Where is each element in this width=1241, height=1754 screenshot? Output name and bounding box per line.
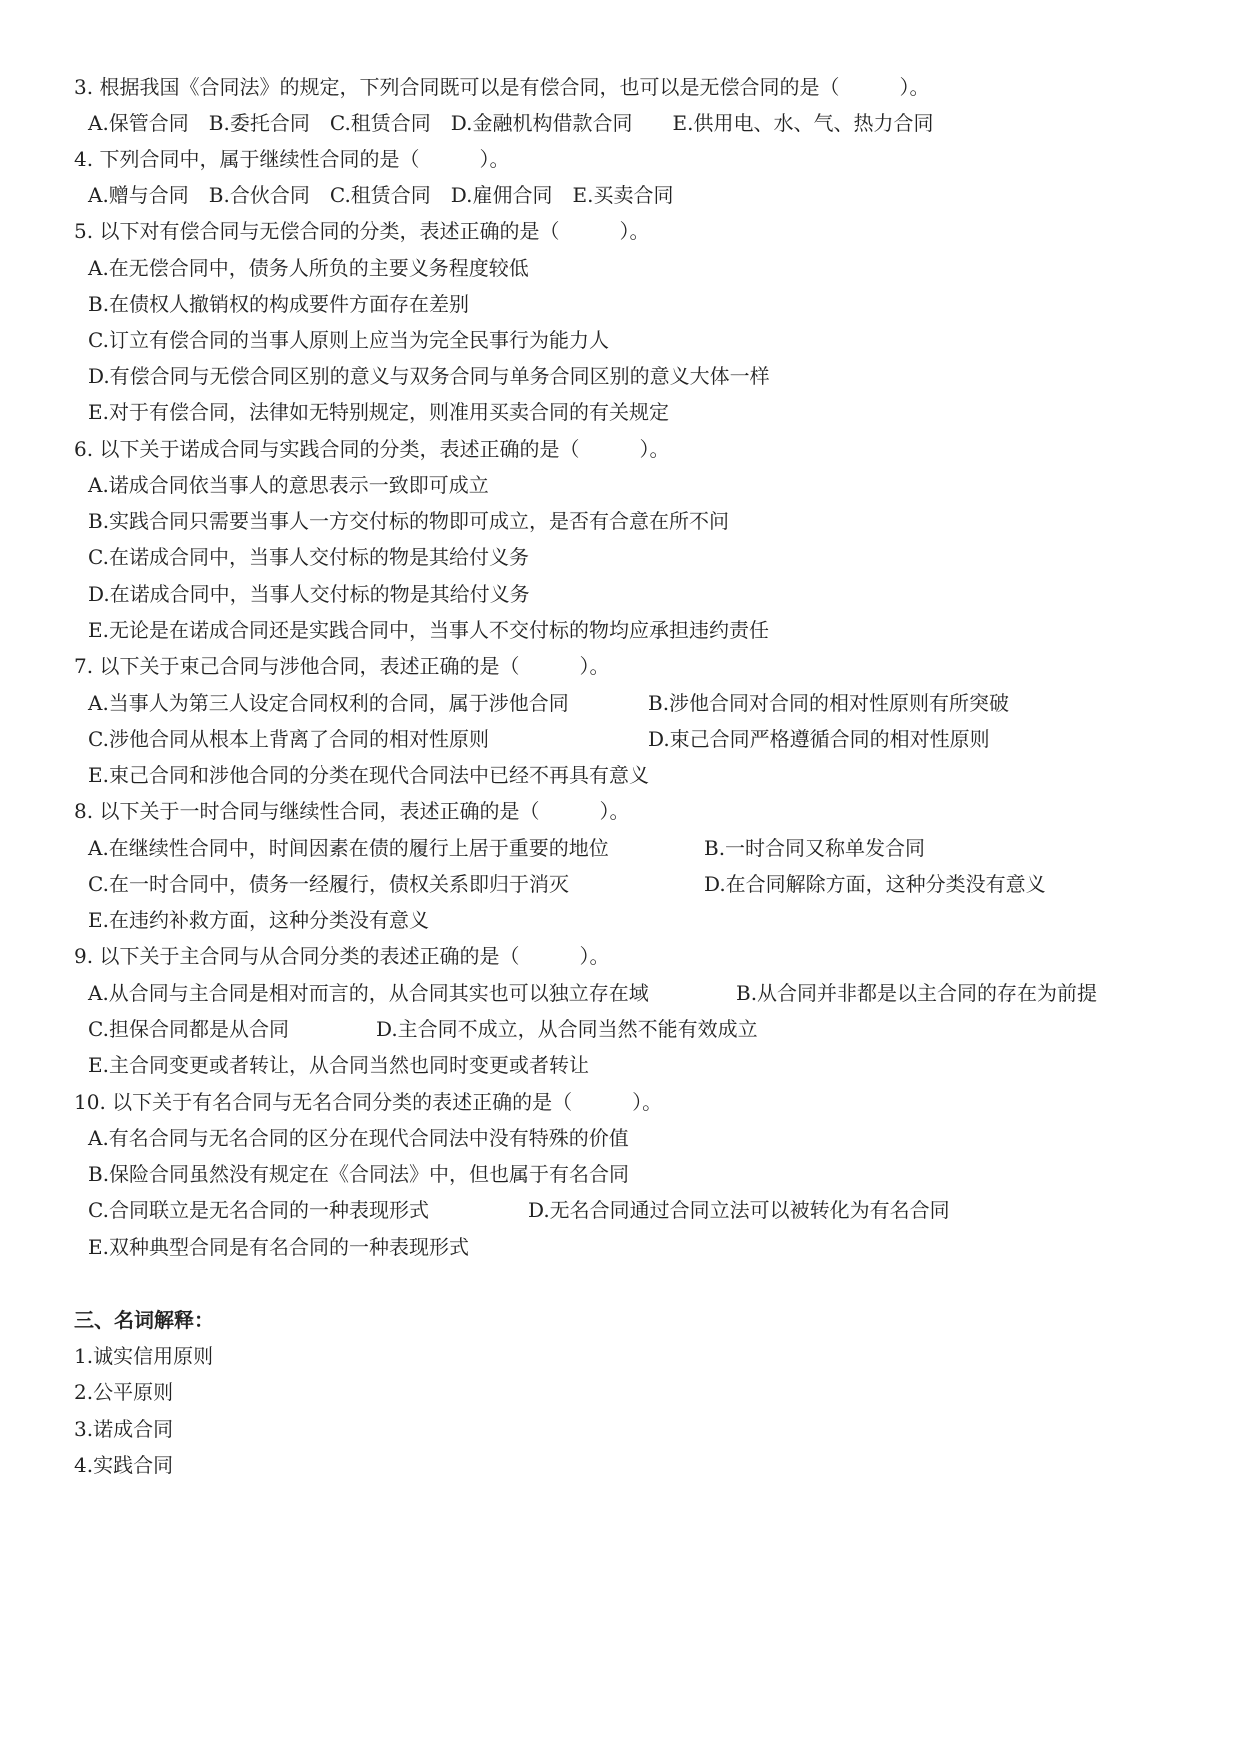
option-d: D.在合同解除方面，这种分类没有意义 <box>704 872 1046 896</box>
option-b: B.实践合同只需要当事人一方交付标的物即可成立，是否有合意在所不问 <box>88 509 730 533</box>
option-e: E.束己合同和涉他合同的分类在现代合同法中已经不再具有意义 <box>88 763 649 787</box>
question-stem: 3. 根据我国《合同法》的规定，下列合同既可以是有偿合同，也可以是无偿合同的是（ ）。 <box>74 75 930 99</box>
question-stem: 9. 以下关于主合同与从合同分类的表述正确的是（ ）。 <box>74 944 610 968</box>
option-a: A.在继续性合同中，时间因素在债的履行上居于重要的地位 <box>88 836 609 860</box>
question-stem: 5. 以下对有偿合同与无偿合同的分类，表述正确的是（ ）。 <box>74 219 650 243</box>
option-d: D.有偿合同与无偿合同区别的意义与双务合同与单务合同区别的意义大体一样 <box>88 364 770 388</box>
option-c: C.担保合同都是从合同 <box>88 1017 289 1041</box>
question-options: A.赠与合同 B.合伙合同 C.租赁合同 D.雇佣合同 E.买卖合同 <box>88 183 674 207</box>
option-b: B.从合同并非都是以主合同的存在为前提 <box>736 981 1098 1005</box>
option-e: E.对于有偿合同，法律如无特别规定，则准用买卖合同的有关规定 <box>88 400 669 424</box>
question-stem: 4. 下列合同中，属于继续性合同的是（ ）。 <box>74 147 510 171</box>
option-c: C.在诺成合同中，当事人交付标的物是其给付义务 <box>88 545 529 569</box>
option-b: B.涉他合同对合同的相对性原则有所突破 <box>648 691 1010 715</box>
option-a: A.当事人为第三人设定合同权利的合同，属于涉他合同 <box>88 691 569 715</box>
option-b: B.一时合同又称单发合同 <box>704 836 926 860</box>
option-e: E.双种典型合同是有名合同的一种表现形式 <box>88 1235 469 1259</box>
option-c: C.订立有偿合同的当事人原则上应当为完全民事行为能力人 <box>88 328 609 352</box>
option-d: D.束己合同严格遵循合同的相对性原则 <box>648 727 990 751</box>
term-item: 4.实践合同 <box>74 1453 174 1477</box>
option-d: D.在诺成合同中，当事人交付标的物是其给付义务 <box>88 582 530 606</box>
option-a: A.从合同与主合同是相对而言的，从合同其实也可以独立存在域 <box>88 981 649 1005</box>
question-stem: 8. 以下关于一时合同与继续性合同，表述正确的是（ ）。 <box>74 799 630 823</box>
option-b: B.保险合同虽然没有规定在《合同法》中，但也属于有名合同 <box>88 1162 630 1186</box>
question-stem: 6. 以下关于诺成合同与实践合同的分类，表述正确的是（ ）。 <box>74 437 670 461</box>
option-c: C.合同联立是无名合同的一种表现形式 <box>88 1198 429 1222</box>
option-b: B.在债权人撤销权的构成要件方面存在差别 <box>88 292 470 316</box>
option-e: E.主合同变更或者转让，从合同当然也同时变更或者转让 <box>88 1053 589 1077</box>
option-d: D.主合同不成立，从合同当然不能有效成立 <box>376 1017 758 1041</box>
question-stem: 7. 以下关于束己合同与涉他合同，表述正确的是（ ）。 <box>74 654 610 678</box>
option-a: A.诺成合同依当事人的意思表示一致即可成立 <box>88 473 489 497</box>
option-d: D.无名合同通过合同立法可以被转化为有名合同 <box>528 1198 950 1222</box>
option-e: E.在违约补救方面，这种分类没有意义 <box>88 908 429 932</box>
term-item: 1.诚实信用原则 <box>74 1344 214 1368</box>
term-item: 3.诺成合同 <box>74 1417 174 1441</box>
option-a: A.在无偿合同中，债务人所负的主要义务程度较低 <box>88 256 529 280</box>
option-e: E.无论是在诺成合同还是实践合同中，当事人不交付标的物均应承担违约责任 <box>88 618 769 642</box>
question-stem: 10. 以下关于有名合同与无名合同分类的表述正确的是（ ）。 <box>74 1090 663 1114</box>
option-a: A.有名合同与无名合同的区分在现代合同法中没有特殊的价值 <box>88 1126 629 1150</box>
option-c: C.涉他合同从根本上背离了合同的相对性原则 <box>88 727 489 751</box>
section-heading: 三、名词解释： <box>74 1308 214 1332</box>
option-c: C.在一时合同中，债务一经履行，债权关系即归于消灭 <box>88 872 569 896</box>
question-options: A.保管合同 B.委托合同 C.租赁合同 D.金融机构借款合同 E.供用电、水、气、热力合同 <box>88 111 934 135</box>
term-item: 2.公平原则 <box>74 1380 174 1404</box>
